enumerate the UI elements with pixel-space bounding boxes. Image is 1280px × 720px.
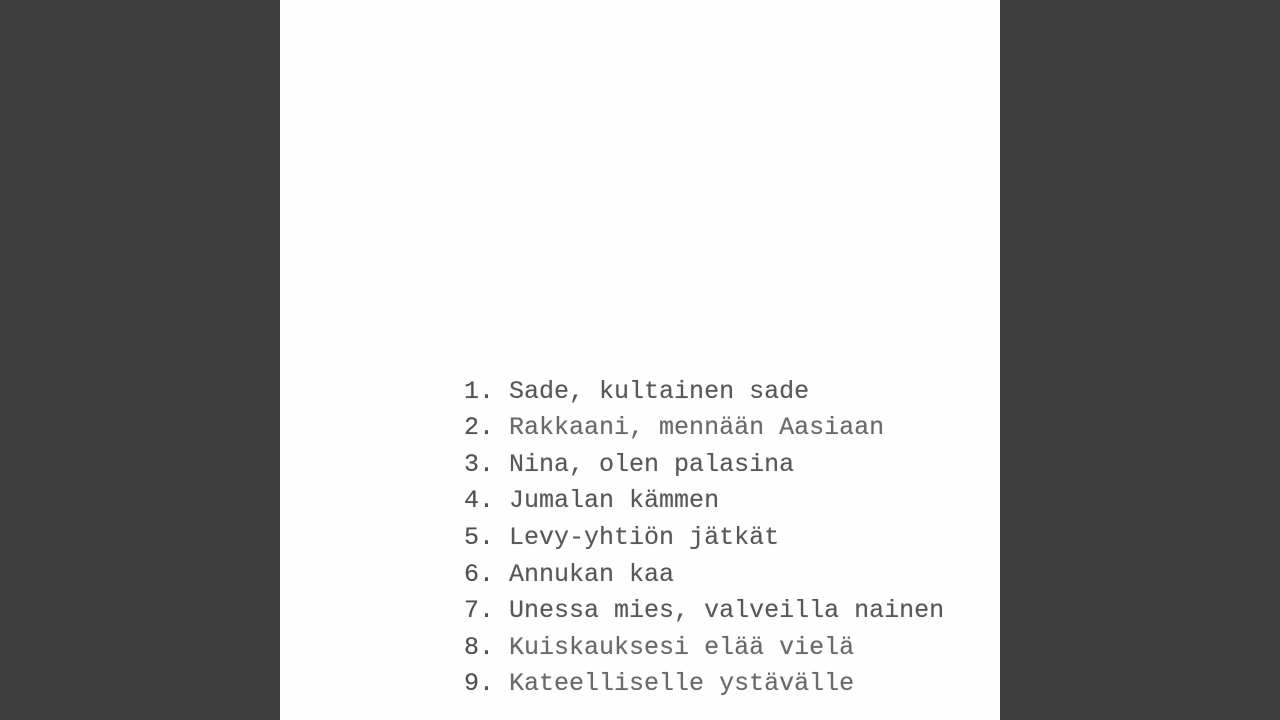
track-title: Nina, olen palasina <box>509 449 795 479</box>
track-number: 8. <box>464 632 495 662</box>
track-title: Levy-yhtiön jätkät <box>509 522 780 552</box>
track-title: Jumalan kämmen <box>509 486 720 516</box>
track-title: Rakkaani, mennään Aasiaan <box>509 413 885 443</box>
track-title: Kuiskauksesi elää vielä <box>509 632 855 662</box>
typewritten-page <box>280 0 1000 720</box>
track-title: Kateelliselle ystävälle <box>509 669 855 699</box>
track-item <box>344 337 944 406</box>
track-number: 7. <box>464 596 495 626</box>
track-number: 9. <box>464 669 495 699</box>
track-number: 4. <box>464 486 495 516</box>
track-number: 3. <box>464 449 495 479</box>
track-title: Unessa mies, valveilla nainen <box>509 596 945 626</box>
track-number: 2. <box>464 413 495 443</box>
track-number: 5. <box>464 522 495 552</box>
track-title: Sade, kultainen sade <box>509 376 810 406</box>
track-number: 6. <box>464 559 495 589</box>
track-number: 1. <box>464 376 495 406</box>
track-title: Annukan kaa <box>509 559 675 589</box>
track-list <box>344 337 945 699</box>
